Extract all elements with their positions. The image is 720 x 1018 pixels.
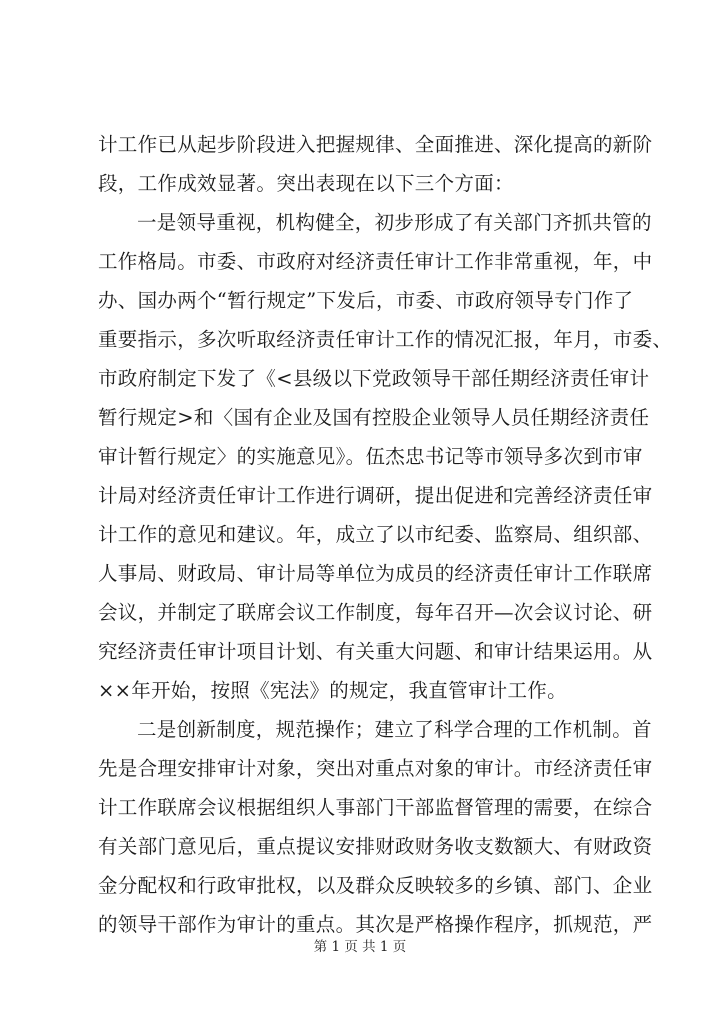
text-line: 段，工作成效显著。突出表现在以下三个方面： [98, 172, 514, 195]
text-line: 暂行规定>和〈国有企业及国有控股企业领导人员任期经济责任 [98, 406, 650, 429]
page-footer: 第 1 页 共 1 页 [313, 939, 407, 955]
text-line: 有关部门意见后，重点提议安排财政财务收支数额大、有财政资 [98, 835, 653, 858]
text-line: 究经济责任审计项目计划、有关重大问题、和审计结果运用。从 [98, 640, 653, 663]
text-line: 的领导干部作为审计的重点。其次是严格操作程序，抓规范，严 [98, 913, 653, 936]
text-line: 审计暂行规定〉的实施意见》。伍杰忠书记等市领导多次到市审 [98, 445, 643, 468]
text-line: 市政府制定下发了《<县级以下党政领导干部任期经济责任审计 [98, 367, 650, 390]
text-line: 人事局、财政局、审计局等单位为成员的经济责任审计工作联席 [98, 562, 653, 585]
text-line: 计工作联席会议根据组织人事部门干部监督管理的需要，在综合 [98, 796, 653, 819]
text-line: 计局对经济责任审计工作进行调研，提出促进和完善经济责任审 [98, 484, 653, 507]
paragraph-start-line: 一是领导重视，机构健全，初步形成了有关部门齐抓共管的 [137, 211, 652, 234]
text-line: 金分配权和行政审批权，以及群众反映较多的乡镇、部门、企业 [98, 874, 653, 897]
paragraph-start-line: 二是创新制度，规范操作；建立了科学合理的工作机制。首 [137, 718, 652, 741]
text-line: 计工作已从起步阶段进入把握规律、全面推进、深化提高的新阶 [98, 133, 653, 156]
text-line: 计工作的意见和建议。年，成立了以市纪委、监察局、组织部、 [98, 523, 653, 546]
text-line: 先是合理安排审计对象，突出对重点对象的审计。市经济责任审 [98, 757, 653, 780]
text-line: 重要指示，多次听取经济责任审计工作的情况汇报，年月，市委、 [98, 328, 673, 351]
text-line: 办、国办两个“暂行规定”下发后，市委、市政府领导专门作了 [98, 289, 634, 312]
text-line: ××年开始，按照《宪法》的规定，我直管审计工作。 [98, 679, 567, 702]
text-line: 会议，并制定了联席会议工作制度，每年召开—次会议讨论、研 [98, 601, 653, 624]
text-line: 工作格局。市委、市政府对经济责任审计工作非常重视，年，中 [98, 250, 653, 273]
